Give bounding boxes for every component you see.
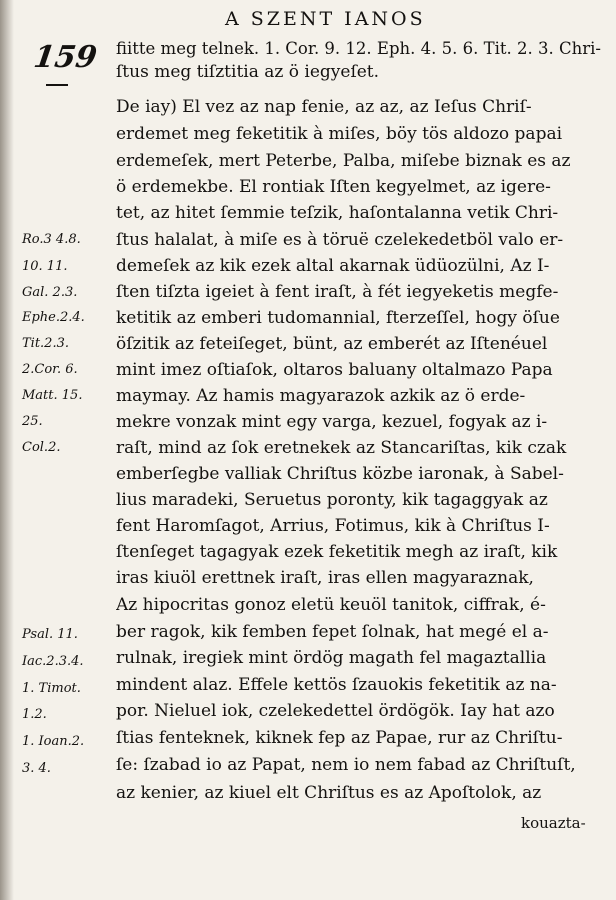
- margin-notes: [0, 0, 118, 900]
- margin-note: 10. 11.: [22, 259, 68, 274]
- text-line: erdemet meg feketitik à miſes, böy tös aldozo papai: [116, 124, 563, 144]
- text-line: ſtus meg tiſztitia az ö iegyeſet.: [116, 62, 380, 82]
- text-line: rulnak, iregiek mint ördög magath fel magaztallia: [116, 648, 547, 668]
- margin-note: Ephe.2.4.: [22, 310, 85, 325]
- page-number: 159: [31, 40, 100, 75]
- margin-note: Gal. 2.3.: [22, 285, 78, 300]
- text-line: mindent alaz. Effele kettös ſzauokis feketitik az na-: [116, 675, 557, 695]
- text-line: fiitte meg telnek. 1. Cor. 9. 12. Eph. 4. 5. 6. Tit. 2. 3. Chri-: [116, 39, 601, 58]
- text-line: tet, az hitet ſemmie teſzik, haſontalanna vetik Chri-: [116, 203, 559, 223]
- catchword: kouazta-: [521, 814, 586, 832]
- text-line: ſtias fenteknek, kiknek fep az Papae, rur az Chriſtu-: [116, 728, 563, 748]
- text-line: az kenier, az kiuel elt Chriſtus es az Apoſtolok, az: [116, 783, 542, 803]
- margin-note: 1. Ioan.2.: [22, 734, 85, 749]
- body-text: [116, 38, 614, 900]
- margin-note: Col.2.: [22, 440, 61, 455]
- text-line: emberſegbe valliak Chriſtus közbe iaronak, à Sabel-: [116, 464, 564, 484]
- text-line: erdemeſek, mert Peterbe, Palba, miſebe biznak es az: [116, 151, 571, 171]
- margin-note: Ro.3 4.8.: [22, 232, 81, 247]
- margin-note: Matt. 15.: [22, 388, 83, 403]
- margin-note: 1. Timot.: [22, 681, 81, 696]
- text-line: ſten tiſzta igeiet à fent iraſt, à fét iegyeketis megfe-: [116, 282, 559, 302]
- text-line: demeſek az kik ezek altal akarnak üdüozülni, Az I-: [116, 256, 550, 276]
- text-line: maymay. Az hamis magyarazok azkik az ö erde-: [116, 386, 526, 406]
- text-line: ſe: ſzabad io az Papat, nem io nem fabad az Chriſtuſt,: [116, 755, 576, 775]
- margin-note: Tit.2.3.: [22, 336, 69, 351]
- margin-note: 1.2.: [22, 707, 47, 722]
- running-title: A SZENT IANOS: [225, 8, 426, 30]
- text-line: ſtenſeget tagagyak ezek feketitik megh az iraſt, kik: [116, 542, 558, 562]
- text-line: raſt, mind az ſok eretnekek az Stancariſtas, kik czak: [116, 438, 567, 458]
- margin-note: 2.Cor. 6.: [22, 362, 78, 377]
- text-line: por. Nieluel iok, czelekedettel ördögök. Iay hat azo: [116, 701, 555, 721]
- text-line: iras kiuöl erettnek iraſt, iras ellen magyaraznak,: [116, 568, 534, 588]
- text-line: lius maradeki, Seruetus poronty, kik tagaggyak az: [116, 490, 548, 510]
- margin-note: Iac.2.3.4.: [22, 654, 84, 669]
- text-line: öſzitik az feteiſeget, bünt, az emberét az Iſtenéuel: [116, 334, 548, 354]
- text-line: mekre vonzak mint egy varga, kezuel, fogyak az i-: [116, 412, 548, 432]
- text-line: ſtus halalat, à miſe es à töruë czelekedetböl valo er-: [116, 230, 564, 250]
- text-line: ber ragok, kik femben fepet ſolnak, hat megé el a-: [116, 622, 549, 642]
- text-line: ö erdemekbe. El rontiak Iſten kegyelmet, az igere-: [116, 177, 551, 197]
- margin-note: 25.: [22, 414, 43, 429]
- text-line: mint imez oſtiaſok, oltaros baluany oltalmazo Papa: [116, 360, 553, 380]
- text-line: De iay) El vez az nap fenie, az az, az Ieſus Chriſ-: [116, 97, 532, 117]
- text-line: ketitik az emberi tudomannial, fterzeſſel, hogy öſue: [116, 308, 560, 328]
- text-line: Az hipocritas gonoz eletü keuöl tanitok, ciffrak, é-: [116, 595, 546, 615]
- margin-note: Psal. 11.: [22, 627, 78, 642]
- text-line: fent Haromſagot, Arrius, Fotimus, kik à Chriſtus I-: [116, 516, 550, 536]
- margin-note: 3. 4.: [22, 761, 51, 776]
